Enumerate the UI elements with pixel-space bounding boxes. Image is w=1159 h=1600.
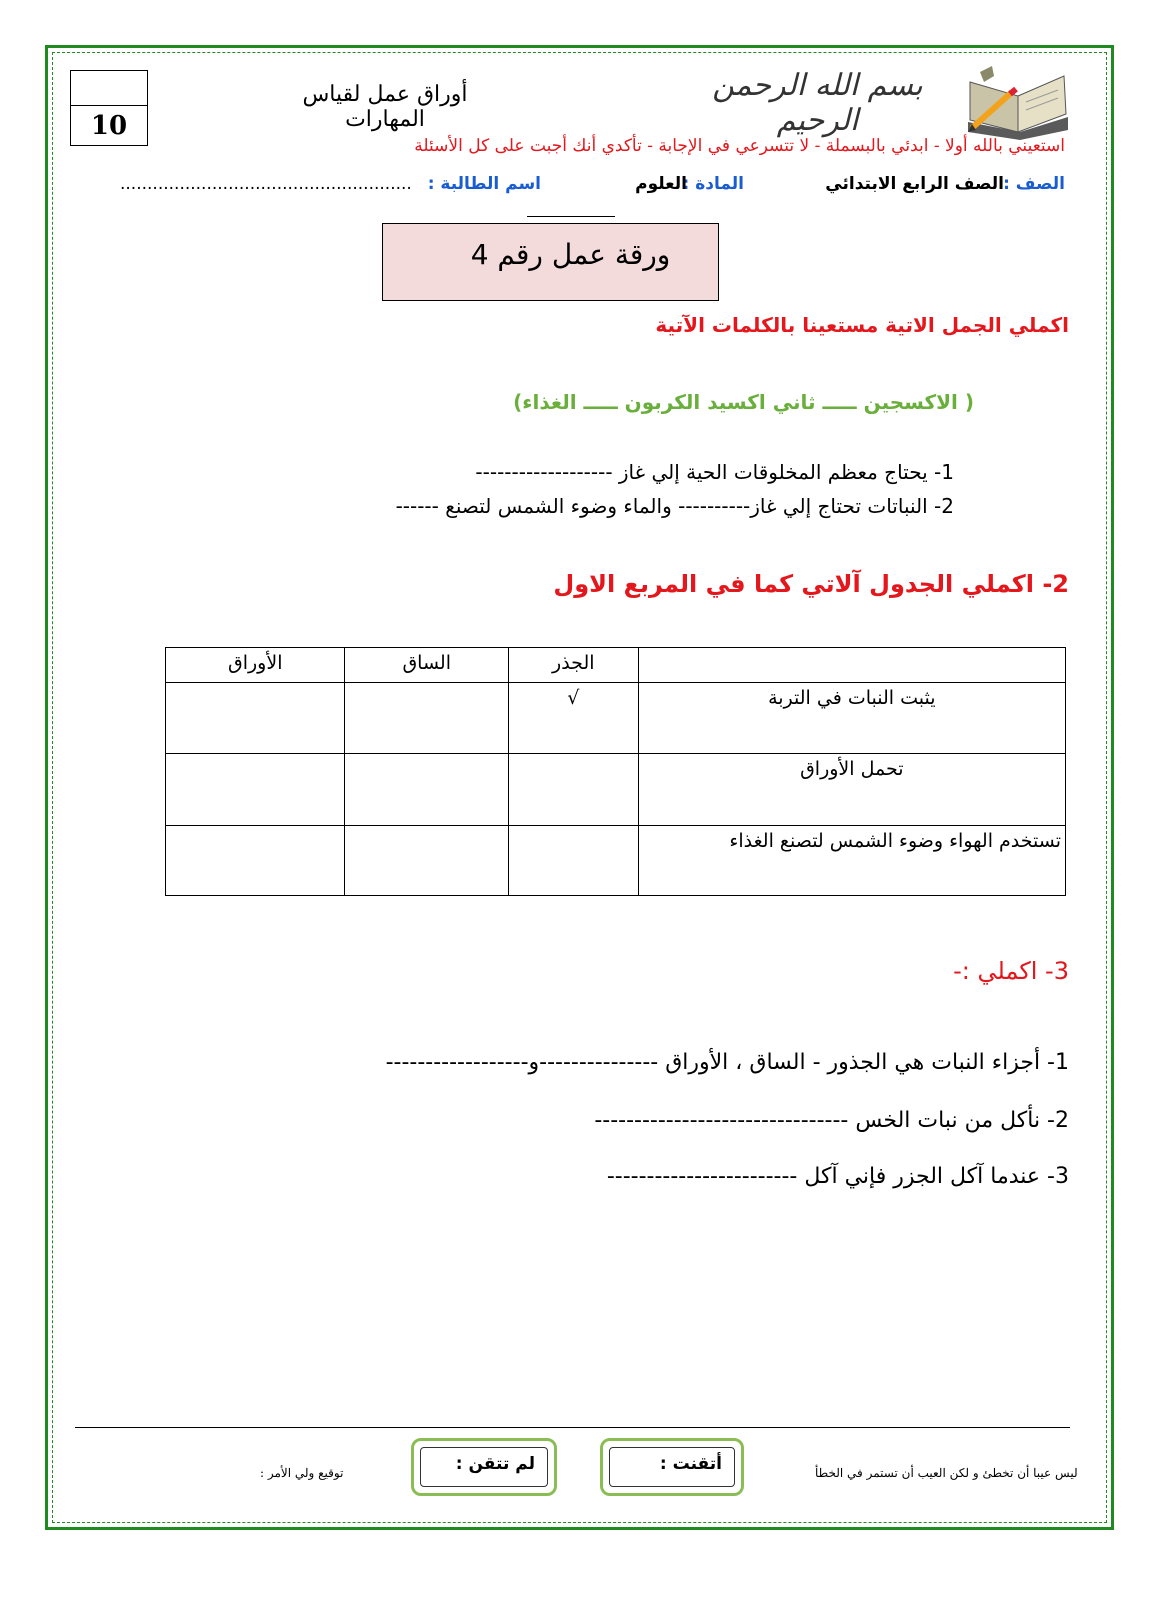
stem-cell[interactable] xyxy=(345,826,508,896)
q1-sentence-1: 1- يحتاج معظم المخلوقات الحية إلي غاز ------------------- xyxy=(475,460,954,484)
class-label: الصف : xyxy=(1003,174,1065,194)
row-label: تستخدم الهواء وضوء الشمس لتصنع الغذاء xyxy=(638,826,1065,896)
table-header-stem: الساق xyxy=(345,648,508,683)
plant-parts-table xyxy=(165,647,1066,896)
worksheet-title-box xyxy=(382,223,719,301)
stem-cell[interactable] xyxy=(345,754,508,826)
book-pencil-icon xyxy=(960,62,1075,140)
root-cell[interactable] xyxy=(508,754,638,826)
table-header-leaves: الأوراق xyxy=(166,648,345,683)
proverb: ليس عيبا أن تخطئ و لكن العيب أن تستمر في الخطأ xyxy=(815,1466,1078,1480)
mastered-label: أتقنت : xyxy=(609,1447,735,1487)
q1-sentence-2: 2- النباتات تحتاج إلي غاز---------- والماء وضوء الشمس لتصنع ------ xyxy=(395,494,954,518)
leaves-cell[interactable] xyxy=(166,754,345,826)
worksheet-title: ورقة عمل رقم 4 xyxy=(470,238,671,271)
divider xyxy=(527,216,615,217)
not-mastered-label: لم تتقن : xyxy=(420,1447,548,1487)
footer-divider xyxy=(75,1427,1070,1428)
score-box-blank xyxy=(71,71,147,106)
table-header-cell xyxy=(638,648,1065,683)
word-bank: ( الاكسجين ـــــ ثاني اكسيد الكربون ـــــ الغذاء) xyxy=(513,390,974,414)
basmala: بسم الله الرحمن الرحيم xyxy=(712,68,923,138)
leaves-cell[interactable] xyxy=(166,826,345,896)
table-row xyxy=(166,683,1066,754)
q2-heading: 2- اكملي الجدول آلاتي كما في المربع الاول xyxy=(553,570,1069,598)
root-cell[interactable] xyxy=(508,826,638,896)
student-name-label: اسم الطالبة : xyxy=(427,174,541,194)
score-box xyxy=(70,70,148,146)
table-header-root: الجذر xyxy=(508,648,638,683)
table-row xyxy=(166,826,1066,896)
stem-cell[interactable] xyxy=(345,683,508,754)
row-label: تحمل الأوراق xyxy=(638,754,1065,826)
q1-heading: اكملي الجمل الاتية مستعينا بالكلمات الآتية xyxy=(655,313,1069,337)
class-value: الصف الرابع الابتدائي xyxy=(825,174,1004,194)
subject-label: المادة : xyxy=(682,174,744,194)
row-label: يثبت النبات في التربة xyxy=(638,683,1065,754)
worksheet-series-title: أوراق عمل لقياس المهارات xyxy=(302,82,468,132)
leaves-cell[interactable] xyxy=(166,683,345,754)
table-header-row xyxy=(166,648,1066,683)
q3-line-1: 1- أجزاء النبات هي الجذور - الساق ، الأوراق ---------------و------------------ xyxy=(385,1050,1069,1075)
q3-line-2: 2- نأكل من نبات الخس -------------------------------- xyxy=(594,1108,1069,1133)
not-mastered-box xyxy=(411,1438,557,1496)
guardian-signature: توقيع ولي الأمر : xyxy=(260,1466,344,1480)
q3-line-3: 3- عندما آكل الجزر فإني آكل ------------------------ xyxy=(606,1164,1069,1189)
subject-value: العلوم xyxy=(635,174,687,194)
student-name-blank: ...................................................... xyxy=(120,174,412,194)
q3-heading: 3- اكملي :- xyxy=(953,957,1069,985)
mastered-box xyxy=(600,1438,744,1496)
table-row xyxy=(166,754,1066,826)
instructions: استعيني بالله أولا - ابدئي بالبسملة - لا تتسرعي في الإجابة - تأكدي أنك أجبت على كل الأسئلة xyxy=(414,136,1065,156)
score-value: 10 xyxy=(90,111,128,141)
root-cell[interactable]: √ xyxy=(508,683,638,754)
